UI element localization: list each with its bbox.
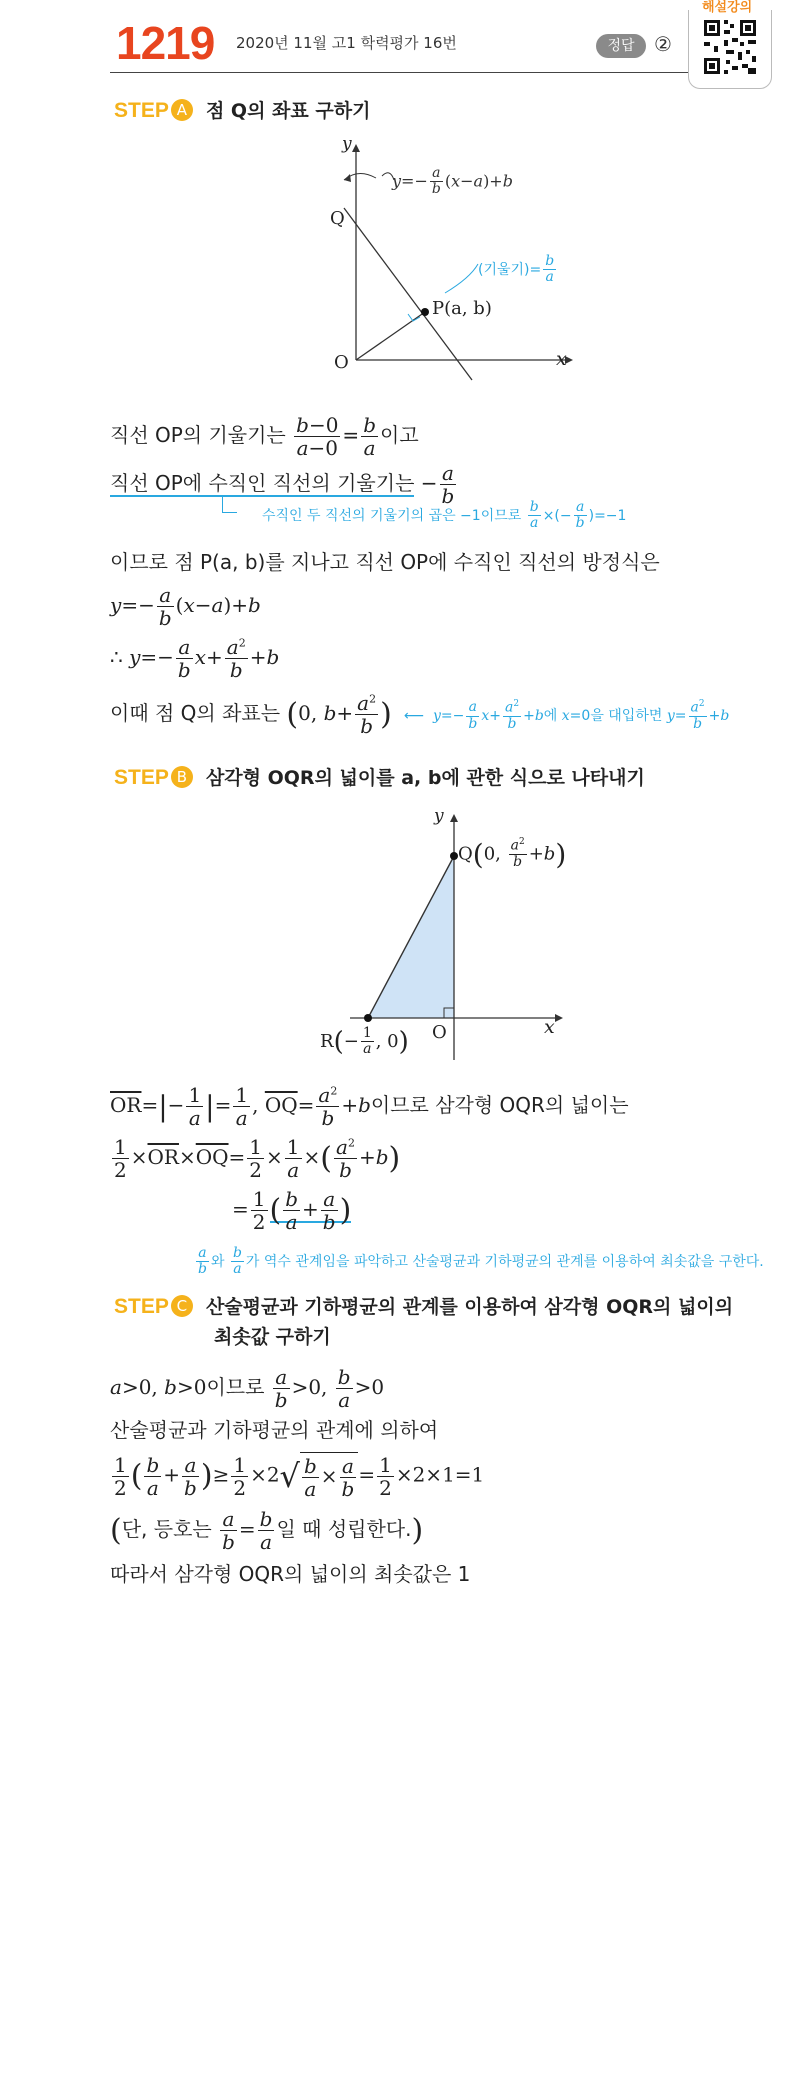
step-a-heading [114, 96, 370, 123]
fig1-line-equation: y=− $\frac{a}{b}$ (x−a)+b [392, 165, 513, 198]
fig1-origin-label: O [334, 352, 349, 373]
point-q-marker [450, 852, 458, 860]
step-a-title: 점 Q의 좌표 구하기 [205, 100, 371, 122]
step-c-line-1: a>0, b>0이므로 $\frac{a}{b}$ >0, $\frac{b}{a}$ >0 [110, 1365, 385, 1412]
fig2-x-axis-label: x [544, 1016, 555, 1038]
step-c-line-3: $\frac{1}{2}$ ( $\frac{b}{a}$ + $\frac{a}{b}$ )≥ $\frac{1}{2}$ ×2√ $\frac{b}{a}$ × $\frac{a}{b}$ = $\frac{1}{2}$ ×2×1=1 [114, 1452, 485, 1501]
fig1-point-p-label: P(a, b) [432, 298, 492, 319]
qr-code-icon [689, 10, 771, 88]
step-b-line-3: = $\frac{1}{2}$ ( $\frac{b}{a}$ + $\frac{a}{b}$ ) [232, 1187, 352, 1234]
step-c-heading [114, 1292, 733, 1319]
step-c-line-5: 따라서 삼각형 OQR의 넓이의 최솟값은 1 [110, 1562, 471, 1586]
fig1-x-axis-label: x [556, 348, 567, 370]
fig2-y-axis-label: y [434, 806, 444, 826]
step-a-label: STEP [114, 99, 169, 122]
step-c-title-line-1: 산술평균과 기하평균의 관계를 이용하여 삼각형 OQR의 넓이의 [205, 1296, 734, 1318]
qr-label: 해설강의 [702, 0, 753, 15]
note-connector [222, 496, 237, 513]
step-b-title: 삼각형 OQR의 넓이를 a, b에 관한 식으로 나타내기 [205, 767, 645, 789]
step-a-line-2: 직선 OP에 수직인 직선의 기울기는 − $\frac{a}{b}$ [110, 461, 455, 508]
step-b-label: STEP [114, 766, 169, 789]
problem-number: 1219 [116, 17, 215, 69]
step-b-line-2: $\frac{1}{2}$ $\times\overline{OR}\times\overline{OQ}=$ $\frac{1}{2}$ × $\frac{1}{a}$ ×( $\frac{a^2}{b}$ +b) [114, 1135, 401, 1182]
step-a-note-2: ⟵ y=− $\frac{a}{b}$ x+ $\frac{a^2}{b}$ +b에 x=0을 대입하면 y= $\frac{a^2}{b}$ +b [404, 699, 730, 733]
step-b-badge: B [171, 766, 193, 788]
step-a-badge: A [171, 99, 193, 121]
step-b-note: $\frac{a}{b}$ 와 $\frac{b}{a}$ 가 역수 관계임을 파악하고 산술평균과 기하평균의 관계를 이용하여 최솟값을 구한다. [198, 1245, 764, 1278]
step-a-line-3: 이므로 점 P(a, b)를 지나고 직선 OP에 수직인 직선의 방정식은 [110, 550, 660, 574]
step-a-line-6: 이때 점 Q의 좌표는 (0, b+ $\frac{a^2}{b}$ ) [110, 691, 392, 738]
step-b-line-1: $\overline{OR}=|-$ $\frac{1}{a}$ |= $\frac{1}{a}$ , $\overline{OQ}=$ $\frac{a^2}{b}$ +b이므로 삼각형 OQR의 넓이는 [110, 1083, 629, 1130]
step-c-line-4: (단, 등호는 $\frac{a}{b}$ = $\frac{b}{a}$ 일 때 성립한다.) [110, 1507, 424, 1554]
step-a-line-1: 직선 OP의 기울기는 $\frac{b-0}{a-0}$ = $\frac{b}{a}$ 이고 [110, 413, 419, 460]
step-c-title-line-2: 최솟값 구하기 [214, 1326, 331, 1348]
step-a-line-5: ∴ y=− $\frac{a}{b}$ x+ $\frac{a^2}{b}$ +b [110, 635, 280, 682]
step-c-line-2: 산술평균과 기하평균의 관계에 의하여 [110, 1418, 439, 1442]
fig1-point-q-label: Q [330, 208, 345, 229]
step-b-heading [114, 763, 645, 790]
fig2-origin-label: O [432, 1022, 447, 1043]
problem-source: 2020년 11월 고1 학력평가 16번 [236, 34, 457, 52]
step-a-line-4: y=− $\frac{a}{b}$ (x−a)+b [110, 583, 261, 630]
step-c-badge: C [171, 1295, 193, 1317]
fig1-y-axis-label: y [342, 134, 352, 154]
point-p-marker [421, 308, 429, 316]
header-divider [110, 72, 688, 73]
line-op [356, 312, 425, 360]
step-c-label: STEP [114, 1295, 169, 1318]
fig2-point-r-label: R(− $\frac{1}{a}$ , 0) [320, 1025, 409, 1058]
answer-value: ② [654, 32, 672, 56]
fig2-point-q-label: Q(0, $\frac{a^2}{b}$ +b) [458, 837, 567, 871]
answer-badge: 정답 [596, 34, 646, 58]
point-r-marker [364, 1014, 372, 1022]
step-a-note-1: 수직인 두 직선의 기울기의 곱은 −1이므로 $\frac{b}{a}$ ×(− $\frac{a}{b}$ )=−1 [262, 499, 627, 532]
qr-code-panel[interactable] [688, 10, 772, 89]
fig1-slope-label: (기울기)= $\frac{b}{a}$ [478, 253, 555, 286]
